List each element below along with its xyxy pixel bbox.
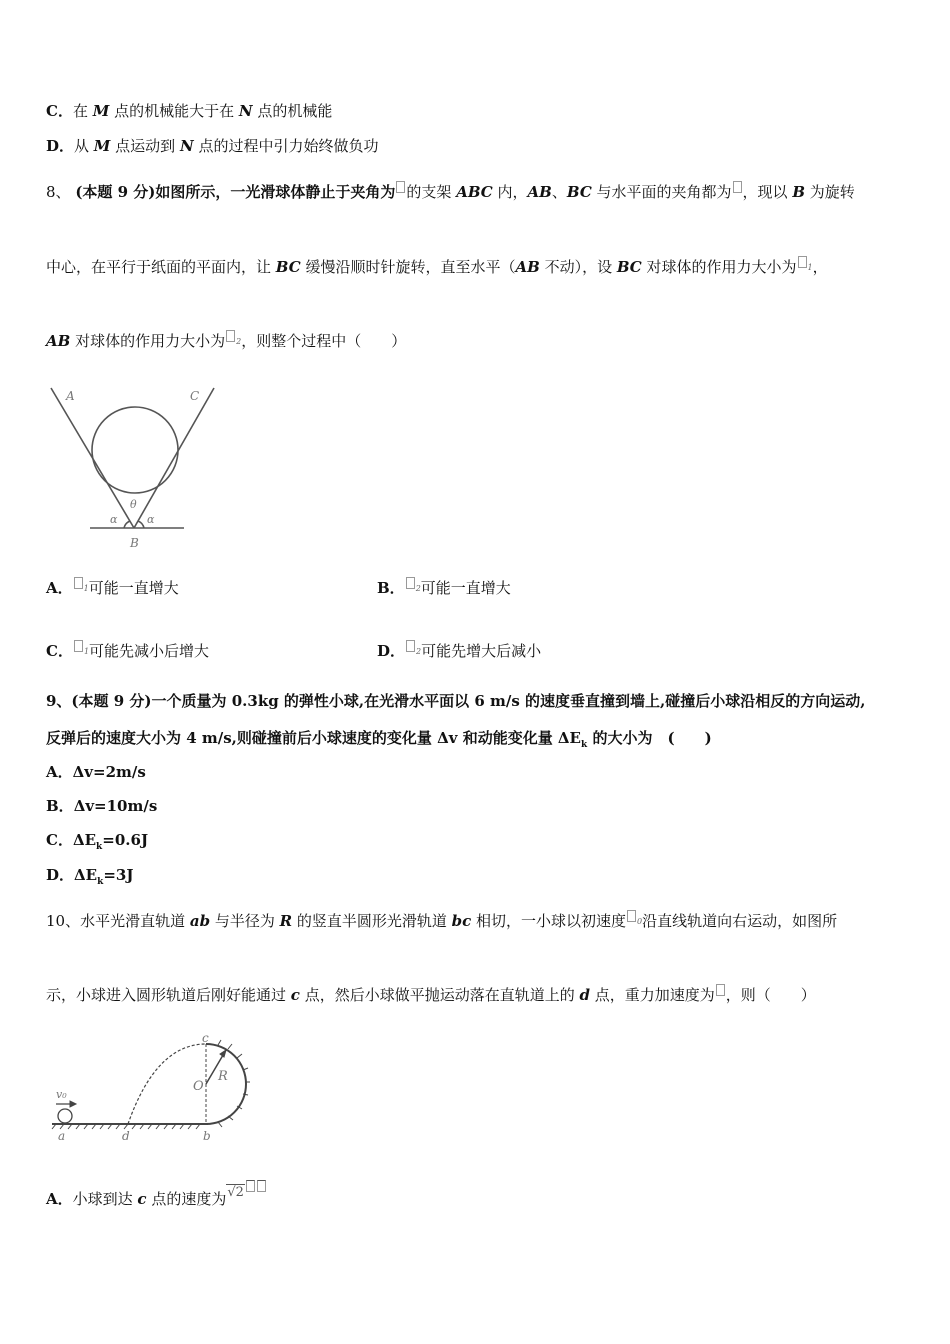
label-theta: θ — [130, 498, 137, 511]
subscript: 1 — [83, 647, 90, 656]
option-text: 点的机械能大于在 — [109, 102, 239, 120]
formula-placeholder-icon — [396, 181, 405, 193]
question-text: ，现以 — [742, 183, 793, 201]
q9-option-d — [46, 864, 133, 893]
formula-placeholder-icon — [716, 984, 725, 996]
label-o: O — [193, 1079, 204, 1094]
q8-stem-line-3 — [46, 330, 406, 353]
subscript: 2 — [415, 584, 421, 593]
q7-option-c — [46, 100, 332, 122]
q8-support-figure — [46, 380, 200, 550]
label-d: d — [122, 1129, 130, 1143]
option-text: 可能先减小后增大 — [89, 642, 210, 660]
q8-option-d — [377, 640, 541, 663]
formula-placeholder-icon — [406, 577, 415, 589]
subscript: 2 — [416, 647, 422, 656]
label-ab: AB — [515, 258, 540, 276]
sqrt-formula — [226, 1180, 267, 1204]
option-text: 在 — [72, 102, 93, 120]
option-label: A． — [46, 579, 73, 597]
q9-option-b — [46, 795, 157, 817]
subscript: 1 — [807, 263, 813, 272]
q9-option-c — [46, 829, 148, 858]
option-label: D． — [377, 642, 406, 660]
option-text: Δv=10m/s — [73, 797, 158, 815]
option-label: B． — [46, 797, 74, 815]
question-text: 示，小球进入圆形轨道后刚好能通过 — [46, 986, 291, 1004]
option-label: C． — [46, 102, 73, 120]
option-text: 从 — [74, 137, 94, 155]
option-label: B． — [377, 579, 405, 597]
separator: 、 — [551, 183, 567, 201]
label-d: d — [579, 986, 590, 1004]
label-ab: AB — [46, 332, 71, 350]
question-text: ，则整个过程中（ ） — [241, 332, 407, 350]
angle-arc-left — [124, 521, 130, 528]
subscript: 2 — [236, 337, 242, 346]
question-text: 缓慢沿顺时针旋转，直至水平（ — [300, 258, 516, 276]
option-text: 点的机械能 — [252, 102, 333, 120]
label-abc: ABC — [456, 183, 493, 201]
option-label: C． — [46, 642, 73, 660]
option-text: 小球到达 — [72, 1190, 138, 1208]
question-text: 反弹后的速度大小为 4 m/s,则碰撞前后小球速度的变化量 Δv 和动能变化量 ΔE — [46, 729, 581, 747]
label-c: c — [290, 986, 300, 1004]
question-text: 为旋转 — [805, 183, 855, 201]
velocity-arrowhead — [70, 1101, 76, 1107]
q9-stem-line-2 — [46, 727, 712, 756]
sphere — [92, 407, 178, 493]
option-label: C． — [46, 831, 73, 849]
question-text: (本题 9 分)如图所示，一光滑球体静止于夹角为 — [75, 183, 396, 201]
label-b: b — [203, 1129, 211, 1143]
q9-stem-line-1: 9、(本题 9 分)一个质量为 0.3kg 的弹性小球,在光滑水平面以 6 m/s 的速度垂直撞到墙上,碰撞后小球沿相反的方向运动, — [46, 692, 866, 710]
formula-placeholder-icon — [246, 1180, 255, 1192]
label-ab: ab — [189, 912, 211, 930]
label-ab: AB — [527, 183, 552, 201]
option-text: 点的过程中引力始终做负功 — [193, 137, 379, 155]
subscript: 0 — [637, 917, 643, 926]
label-bc: BC — [566, 183, 592, 201]
q8-stem-line-2 — [46, 256, 828, 279]
ball — [58, 1109, 72, 1123]
label-a: a — [58, 1129, 66, 1143]
option-text: ΔE — [72, 831, 97, 849]
question-text: 不动），设 — [539, 258, 617, 276]
question-text: ，则（ ） — [725, 986, 816, 1004]
angle-arc-right — [138, 521, 144, 528]
option-text: 点运动到 — [110, 137, 180, 155]
question-text: 与水平面的夹角都为 — [591, 183, 732, 201]
option-text: 可能先增大后减小 — [421, 642, 542, 660]
option-text: 可能一直增大 — [420, 579, 511, 597]
point-m: M — [93, 137, 111, 155]
label-r: R — [218, 1069, 228, 1084]
label-v0: v₀ — [56, 1088, 67, 1101]
option-label: A． — [46, 763, 73, 781]
q10-track-figure — [46, 1032, 256, 1144]
formula-placeholder-icon — [406, 640, 415, 652]
label-bc: BC — [616, 258, 642, 276]
question-text: 对球体的作用力大小为 — [70, 332, 226, 350]
subscript: 1 — [83, 584, 89, 593]
option-text: =0.6J — [102, 831, 149, 849]
label-c: C — [190, 389, 200, 403]
q8-option-b — [377, 577, 511, 600]
q10-stem-line-1 — [46, 910, 837, 933]
formula-placeholder-icon — [798, 256, 807, 268]
label-bc: bc — [451, 912, 472, 930]
subscript: k — [96, 842, 103, 852]
option-label: A． — [46, 1190, 73, 1208]
subscript: k — [581, 740, 588, 750]
label-c: c — [137, 1190, 147, 1208]
q10-option-a — [46, 1180, 267, 1210]
option-text: 可能一直增大 — [88, 579, 179, 597]
formula-placeholder-icon — [74, 640, 83, 652]
option-text: ΔE — [74, 866, 98, 884]
label-bc: BC — [275, 258, 301, 276]
q10-stem-line-2 — [46, 984, 816, 1006]
label-alpha-right: α — [147, 513, 155, 526]
option-text: =3J — [103, 866, 134, 884]
option-label: D． — [46, 866, 75, 884]
formula-placeholder-icon — [226, 330, 235, 342]
formula-placeholder-icon — [733, 181, 742, 193]
formula-placeholder-icon — [627, 910, 636, 922]
sqrt-value: √2 — [227, 1185, 244, 1200]
option-text: 点的速度为 — [146, 1190, 227, 1208]
q7-option-d — [46, 135, 378, 157]
question-number: 8、 — [46, 183, 71, 201]
option-text: Δv=2m/s — [72, 763, 146, 781]
subscript: k — [97, 877, 104, 887]
q8-option-c — [46, 640, 209, 663]
q9-option-a — [46, 761, 146, 783]
question-text: 点，重力加速度为 — [589, 986, 715, 1004]
question-text: ， — [812, 258, 828, 276]
question-text: 中心，在平行于纸面的平面内，让 — [46, 258, 276, 276]
label-alpha-left: α — [110, 513, 118, 526]
q8-option-a — [46, 577, 179, 600]
question-text: 的竖直半圆形光滑轨道 — [292, 912, 452, 930]
question-text: 的大小为 ( ) — [587, 729, 712, 747]
question-text: 内， — [492, 183, 528, 201]
label-a: A — [66, 389, 75, 403]
question-text: 点，然后小球做平抛运动落在直轨道上的 — [299, 986, 580, 1004]
label-b: B — [130, 536, 139, 550]
question-text: 10、水平光滑直轨道 — [46, 912, 190, 930]
radius-arrowhead — [220, 1050, 226, 1057]
point-m: M — [92, 102, 110, 120]
question-text: 与半径为 — [210, 912, 280, 930]
label-r: R — [279, 912, 293, 930]
label-c: c — [202, 1031, 209, 1045]
question-text: 相切，一小球以初速度 — [471, 912, 627, 930]
formula-placeholder-icon — [74, 577, 83, 589]
point-n: N — [238, 102, 253, 120]
question-text: 沿直线轨道向右运动，如图所 — [642, 912, 838, 930]
option-label: D． — [46, 137, 75, 155]
formula-placeholder-icon — [257, 1180, 266, 1192]
point-n: N — [179, 137, 194, 155]
question-text: 的支架 — [406, 183, 457, 201]
question-text: 对球体的作用力大小为 — [641, 258, 797, 276]
label-b: B — [792, 183, 806, 201]
q8-stem-line-1 — [46, 181, 855, 203]
